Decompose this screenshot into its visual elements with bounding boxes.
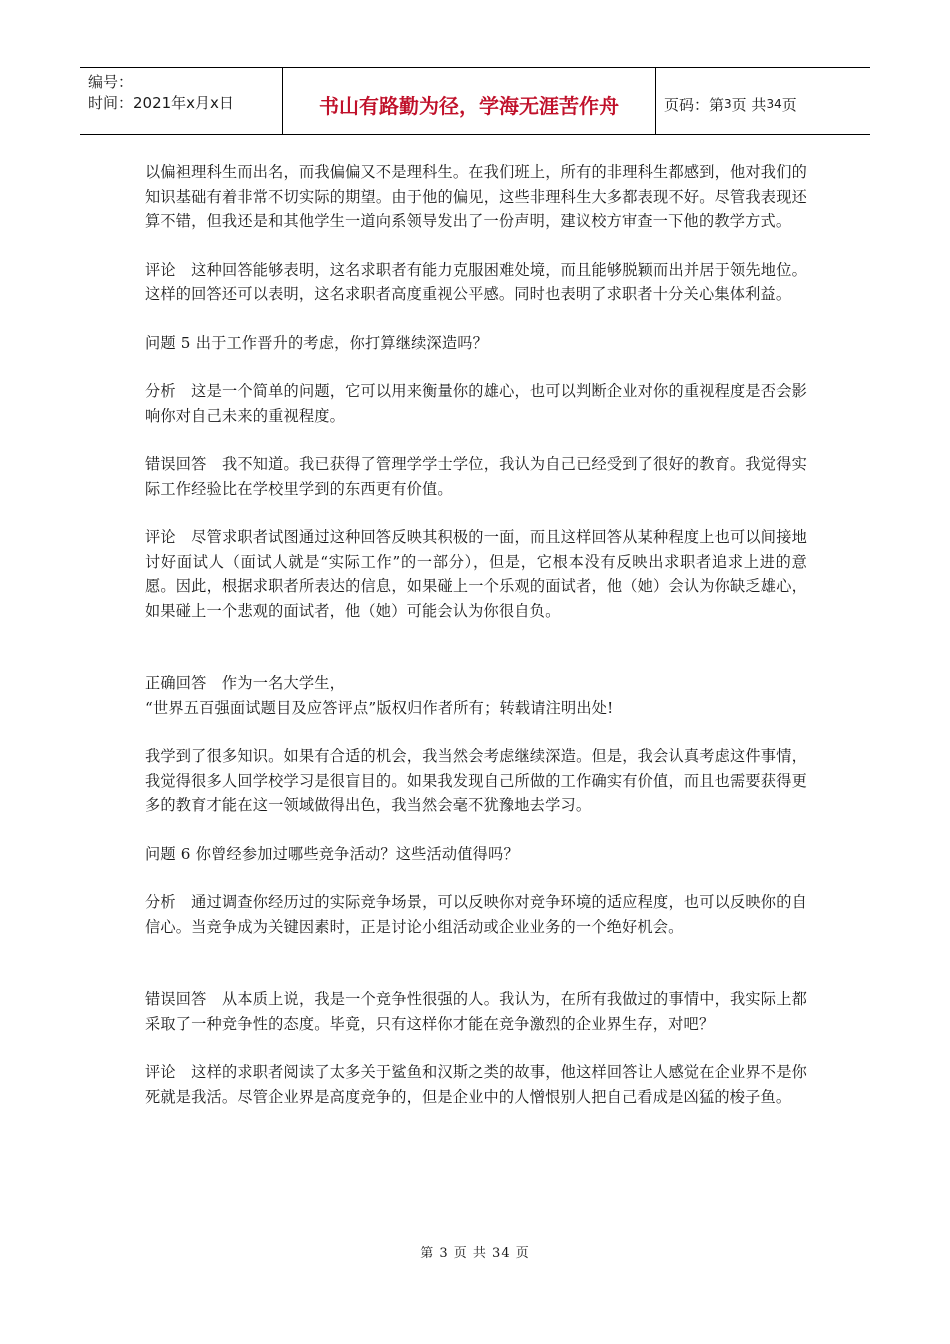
copyright-notice: “世界五百强面试题目及应答评点”版权归作者所有；转载请注明出处! (145, 698, 614, 717)
comment-paragraph: 评论 这种回答能够表明，这名求职者有能力克服困难处境，而且能够脱颖而出并居于领先地位。这样的回答还可以表明，这名求职者高度重视公平感。同时也表明了求职者十分关心集体利益。 (145, 260, 807, 303)
analysis-paragraph: 分析 通过调查你经历过的实际竞争场景，可以反映你对竞争环境的适应程度，也可以反映你的自信心。当竞争成为关键因素时，正是讨论小组活动或企业业务的一个绝好机会。 (145, 893, 807, 936)
page-end: 页 (781, 95, 797, 114)
wrong-answer-paragraph: 错误回答 我不知道。我已获得了管理学学士学位，我认为自己已经受到了很好的教育。我觉得实际工作经验比在学校里学到的东西更有价值。 (145, 455, 807, 498)
page-number: 3 (724, 97, 732, 111)
page-mid: 页 共 (731, 95, 767, 114)
wrong-answer-paragraph: 错误回答 从本质上说，我是一个竞争性很强的人。我认为，在所有我做过的事情中，我实际上都采取了一种竞争性的态度。毕竟，只有这样你才能在竞争激烈的企业界生存，对吧？ (145, 990, 807, 1033)
comment-paragraph: 评论 这样的求职者阅读了太多关于鲨鱼和汉斯之类的故事，他这样回答让人感觉在企业界不是你死就是我活。尽管企业界是高度竞争的，但是企业中的人憎恨别人把自己看成是凶猛的梭子鱼。 (145, 1063, 807, 1106)
question-5: 问题 5 出于工作晋升的考虑，你打算继续深造吗？ (145, 333, 489, 352)
document-body (145, 160, 807, 1109)
header-info (80, 68, 282, 134)
page-header (80, 67, 870, 135)
number-label: 编号： (88, 73, 134, 91)
date-label: 时间：2021年x月x日 (88, 94, 234, 112)
paragraph: 以偏袒理科生而出名，而我偏偏又不是理科生。在我们班上，所有的非理科生都感到，他对我们的知识基础有着非常不切实际的期望。由于他的偏见，这些非理科生大多都表现不好。尽管我表现还算不错，但我还是和其他学生一道向系领导发出了一份声明，建议校方审查一下他的教学方式。 (145, 163, 807, 230)
page-total: 34 (766, 97, 782, 111)
motto: 书山有路勤为径，学海无涯苦作舟 (282, 68, 656, 134)
comment-paragraph: 评论 尽管求职者试图通过这种回答反映其积极的一面，而且这样回答从某种程度上也可以间接地讨好面试人（面试人就是“实际工作”的一部分），但是，它根本没有反映出求职者追求上进的意愿。因此，根据求职者所表达的信息，如果碰上一个乐观的面试者，他（她）会认为你缺乏雄心，如果碰上一个悲观的面试者，他（她）可能会认为你很自负。 (145, 528, 807, 620)
paragraph: 我学到了很多知识。如果有合适的机会，我当然会考虑继续深造。但是，我会认真考虑这件事情，我觉得很多人回学校学习是很盲目的。如果我发现自己所做的工作确实有价值，而且也需要获得更多的教育才能在这一领域做得出色，我当然会毫不犹豫地去学习。 (145, 747, 807, 814)
question-6: 问题 6 你曾经参加过哪些竞争活动？这些活动值得吗？ (145, 844, 519, 863)
analysis-paragraph: 分析 这是一个简单的问题，它可以用来衡量你的雄心，也可以判断企业对你的重视程度是否会影响你对自己未来的重视程度。 (145, 382, 807, 425)
page-label: 页码：第 (664, 95, 725, 114)
correct-answer-paragraph: 正确回答 作为一名大学生， (145, 674, 346, 692)
page-indicator (656, 68, 870, 134)
page-footer: 第 3 页 共 34 页 (420, 1246, 530, 1261)
